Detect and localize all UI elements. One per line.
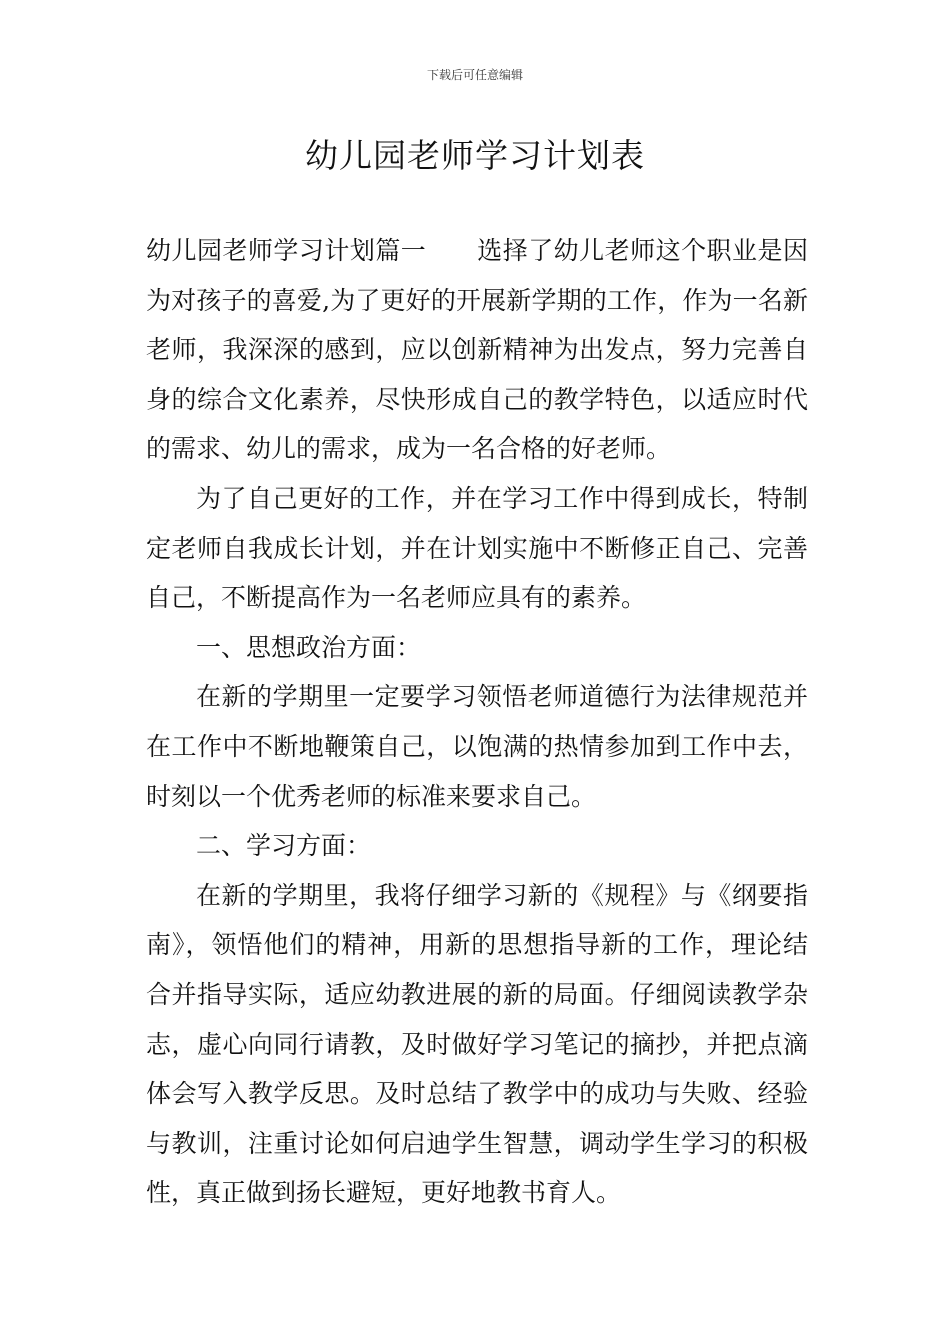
header-note: 下载后可任意编辑	[426, 68, 523, 82]
body-paragraph: 在新的学期里，我将仔细学习新的《规程》与《纲要指南》，领悟他们的精神，用新的思想指导新的工作，理论结合并指导实际，适应幼教进展的新的局面。仔细阅读教学杂志，虚心向同行请教，及时做好学习笔记的摘抄，并把点滴体会写入教学反思。及时总结了教学中的成功与失败、经验与教训，注重讨论如何启迪学生智慧，调动学生学习的积极性，真正做到扬长避短，更好地教书育人。	[146, 880, 808, 1208]
intro-paragraph: 幼儿园老师学习计划篇一 选择了幼儿老师这个职业是因为对孩子的喜爱,为了更好的开展新学期的工作，作为一名新老师，我深深的感到，应以创新精神为出发点，努力完善自身的综合文化素养，尽快形成自己的教学特色，以适应时代的需求、幼儿的需求，成为一名合格的好老师。	[146, 236, 808, 464]
document-body	[146, 226, 808, 1218]
body-paragraph: 为了自己更好的工作，并在学习工作中得到成长，特制定老师自我成长计划，并在计划实施中不断修正自己、完善自己，不断提高作为一名老师应具有的素养。	[146, 483, 808, 613]
section-heading-study: 二、学习方面：	[196, 831, 372, 861]
body-paragraph: 在新的学期里一定要学习领悟老师道德行为法律规范并在工作中不断地鞭策自己，以饱满的热情参加到工作中去，时刻以一个优秀老师的标准来要求自己。	[146, 682, 808, 811]
section-heading-political: 一、思想政治方面：	[196, 632, 422, 662]
document-title: 幼儿园老师学习计划表	[305, 136, 645, 175]
